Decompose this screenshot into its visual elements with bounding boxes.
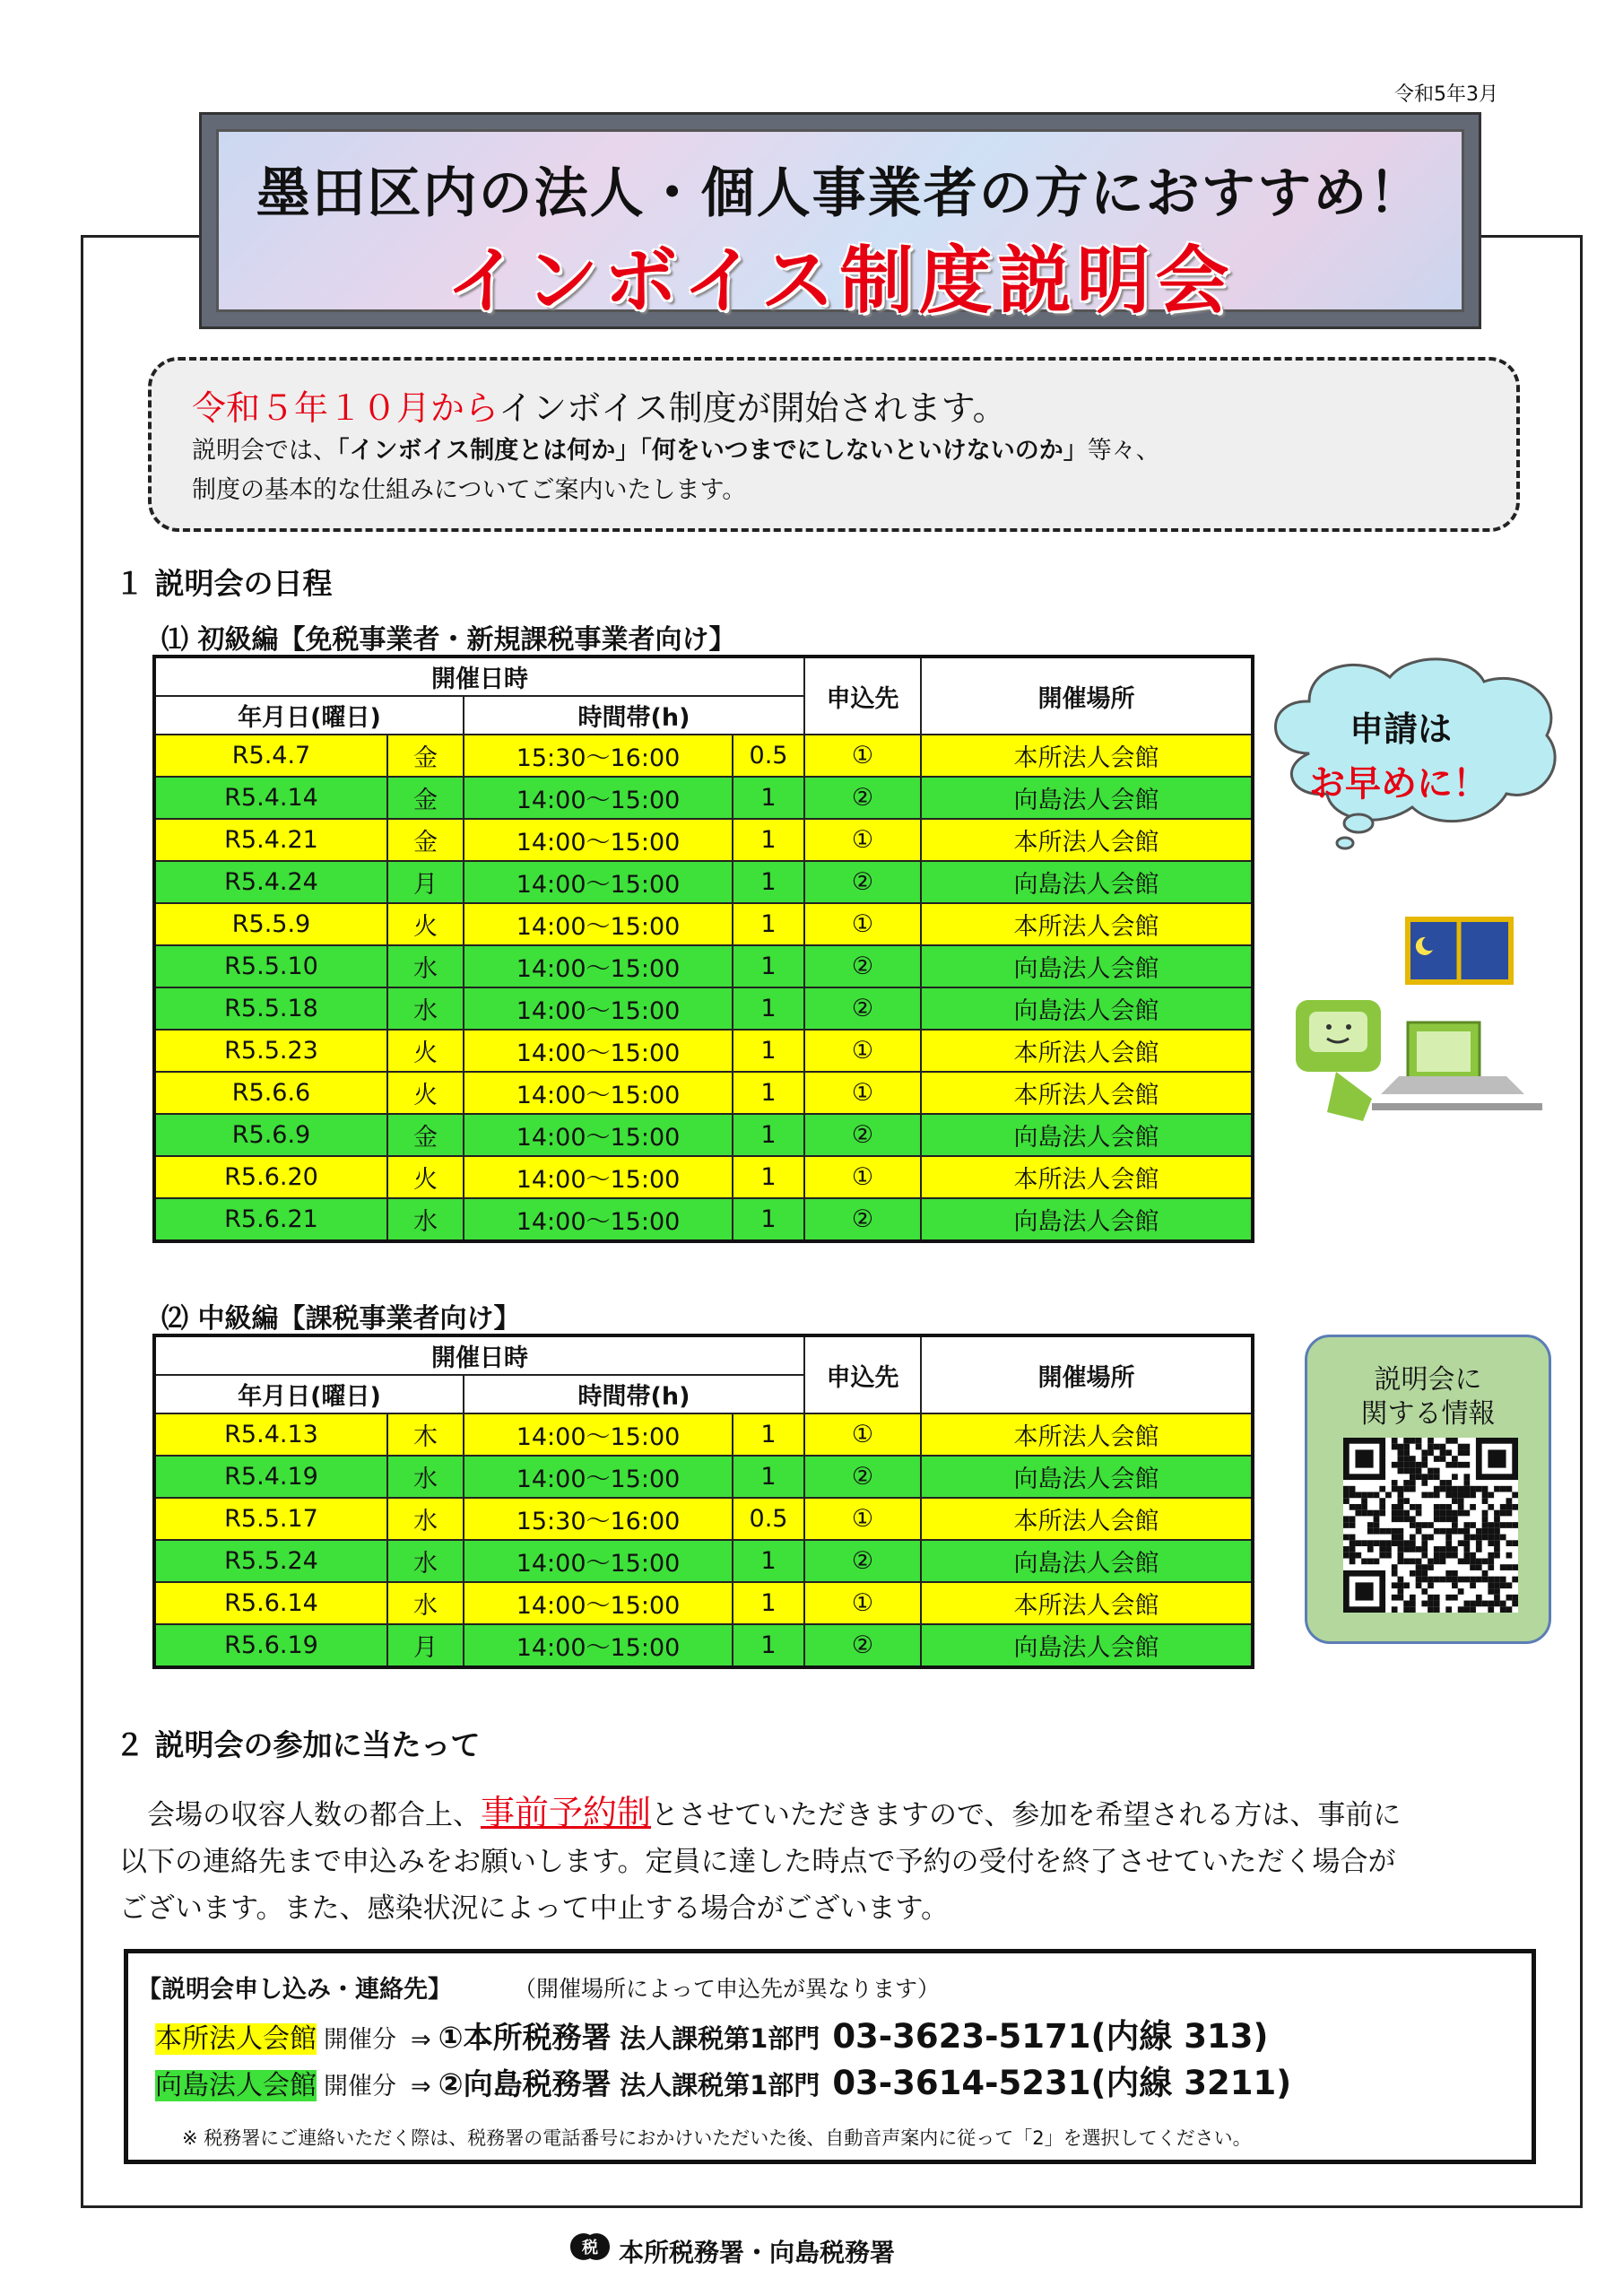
cell-date: R5.6.19 bbox=[154, 1624, 387, 1667]
col-header-time: 時間帯(h) bbox=[464, 696, 804, 735]
cell-dow: 水 bbox=[387, 1582, 464, 1624]
col-header-venue: 開催場所 bbox=[921, 1335, 1253, 1413]
schedule-row bbox=[154, 1413, 1253, 1456]
contact-phone[interactable]: 03-3623-5171(内線 313) bbox=[832, 2017, 1269, 2056]
cell-h: 1 bbox=[733, 903, 804, 945]
cell-apply: ① bbox=[804, 735, 921, 777]
p1-post: とさせていただきますので、参加を希望される方は、事前に bbox=[651, 1799, 1402, 1831]
cell-apply: ① bbox=[804, 1156, 921, 1198]
cell-apply: ① bbox=[804, 1072, 921, 1114]
tax-logo-glyph: 税 bbox=[582, 2239, 598, 2257]
cell-venue: 向島法人会館 bbox=[921, 945, 1253, 987]
col-header-time: 時間帯(h) bbox=[464, 1375, 804, 1413]
beginner-heading: ⑴ 初級編【免税事業者・新規課税事業者向け】 bbox=[161, 624, 736, 656]
cell-time: 14:00～15:00 bbox=[464, 1456, 733, 1498]
cell-time: 14:00～15:00 bbox=[464, 1582, 733, 1624]
qr-card-line2: 関する情報 bbox=[1360, 1398, 1496, 1430]
bubble-line1: 申請は bbox=[1350, 709, 1453, 749]
cell-time: 14:00～15:00 bbox=[464, 1198, 733, 1241]
cell-date: R5.6.21 bbox=[154, 1198, 387, 1241]
intermediate-heading: ⑵ 中級編【課税事業者向け】 bbox=[161, 1303, 521, 1335]
cell-date: R5.5.18 bbox=[154, 987, 387, 1030]
cell-time: 14:00～15:00 bbox=[464, 819, 733, 861]
contact-office: ①本所税務署 bbox=[438, 2020, 612, 2055]
qr-code[interactable] bbox=[1343, 1438, 1518, 1613]
cell-venue: 向島法人会館 bbox=[921, 1456, 1253, 1498]
cell-apply: ② bbox=[804, 1540, 921, 1582]
cell-apply: ② bbox=[804, 987, 921, 1030]
schedule-row bbox=[154, 861, 1253, 903]
contact-phone[interactable]: 03-3614-5231(内線 3211) bbox=[832, 2064, 1292, 2102]
notice-line1 bbox=[192, 380, 1007, 430]
section2-heading: ２ 説明会の参加に当たって bbox=[115, 1727, 481, 1762]
cell-dow: 金 bbox=[387, 1114, 464, 1156]
cell-h: 1 bbox=[733, 777, 804, 819]
banner-subtitle: 墨田区内の法人・個人事業者の方におすすめ！ bbox=[256, 162, 1425, 225]
schedule-row bbox=[154, 819, 1253, 861]
cell-h: 0.5 bbox=[733, 1498, 804, 1540]
cell-venue: 向島法人会館 bbox=[921, 987, 1253, 1030]
cell-time: 14:00～15:00 bbox=[464, 1114, 733, 1156]
contact-venue: 向島法人会館 bbox=[155, 2070, 317, 2101]
col-header-apply: 申込先 bbox=[804, 1335, 921, 1413]
cell-apply: ② bbox=[804, 1198, 921, 1241]
contact-dept: 法人課税第1部門 bbox=[620, 2023, 820, 2054]
cell-dow: 金 bbox=[387, 777, 464, 819]
contact-suffix: 開催分 bbox=[324, 2073, 396, 2100]
cell-date: R5.5.10 bbox=[154, 945, 387, 987]
arrow-icon: ⇒ bbox=[411, 2026, 431, 2054]
col-header-date: 年月日(曜日) bbox=[154, 696, 464, 735]
cell-time: 14:00～15:00 bbox=[464, 903, 733, 945]
cell-dow: 火 bbox=[387, 903, 464, 945]
cell-time: 15:30～16:00 bbox=[464, 735, 733, 777]
cell-date: R5.4.19 bbox=[154, 1456, 387, 1498]
schedule-row bbox=[154, 1030, 1253, 1072]
cell-apply: ② bbox=[804, 861, 921, 903]
issue-date: 令和5年3月 bbox=[1394, 83, 1498, 106]
notice-line1-text: インボイス制度が開始されます。 bbox=[499, 388, 1007, 428]
cell-venue: 本所法人会館 bbox=[921, 735, 1253, 777]
cell-dow: 火 bbox=[387, 1072, 464, 1114]
cell-apply: ① bbox=[804, 1582, 921, 1624]
notice-line2 bbox=[192, 430, 1160, 465]
cell-date: R5.5.23 bbox=[154, 1030, 387, 1072]
contact-box bbox=[124, 1949, 1536, 2164]
notice-line2-pre: 説明会では、 bbox=[192, 437, 337, 465]
cell-venue: 向島法人会館 bbox=[921, 777, 1253, 819]
cell-time: 14:00～15:00 bbox=[464, 987, 733, 1030]
computer-character-illustration bbox=[1282, 915, 1542, 1135]
schedule-row bbox=[154, 1498, 1253, 1540]
cell-time: 15:30～16:00 bbox=[464, 1498, 733, 1540]
schedule-row bbox=[154, 1582, 1253, 1624]
section1-heading: １ 説明会の日程 bbox=[115, 566, 333, 601]
contact-heading: 【説明会申し込み・連絡先】 bbox=[137, 1976, 452, 2004]
cell-h: 1 bbox=[733, 1582, 804, 1624]
cell-venue: 向島法人会館 bbox=[921, 1114, 1253, 1156]
footer-offices: 本所税務署・向島税務署 bbox=[619, 2238, 896, 2267]
cell-time: 14:00～15:00 bbox=[464, 1624, 733, 1667]
cell-venue: 本所法人会館 bbox=[921, 819, 1253, 861]
contact-suffix: 開催分 bbox=[324, 2026, 396, 2054]
cell-venue: 向島法人会館 bbox=[921, 1198, 1253, 1241]
qr-card-line1: 説明会に bbox=[1374, 1364, 1482, 1396]
participation-paragraph bbox=[119, 1789, 1518, 1932]
p1-pre: 会場の収容人数の都合上、 bbox=[147, 1799, 481, 1831]
schedule-row bbox=[154, 1198, 1253, 1241]
cell-h: 1 bbox=[733, 1456, 804, 1498]
notice-line2-post: 等々、 bbox=[1087, 437, 1160, 465]
cell-time: 14:00～15:00 bbox=[464, 1030, 733, 1072]
schedule-row bbox=[154, 1156, 1253, 1198]
cell-venue: 本所法人会館 bbox=[921, 1072, 1253, 1114]
cell-time: 14:00～15:00 bbox=[464, 777, 733, 819]
schedule-row bbox=[154, 1072, 1253, 1114]
cell-h: 1 bbox=[733, 1030, 804, 1072]
cell-date: R5.4.7 bbox=[154, 735, 387, 777]
cell-venue: 本所法人会館 bbox=[921, 1156, 1253, 1198]
contact-heading-note: （開催場所によって申込先が異なります） bbox=[514, 1976, 941, 2002]
cell-dow: 水 bbox=[387, 987, 464, 1030]
cell-apply: ① bbox=[804, 1413, 921, 1456]
beginner-schedule-table bbox=[152, 655, 1254, 1243]
cell-dow: 水 bbox=[387, 1198, 464, 1241]
cell-date: R5.4.14 bbox=[154, 777, 387, 819]
cell-h: 1 bbox=[733, 987, 804, 1030]
cell-time: 14:00～15:00 bbox=[464, 861, 733, 903]
col-header-datetime: 開催日時 bbox=[154, 657, 804, 696]
cell-time: 14:00～15:00 bbox=[464, 945, 733, 987]
col-header-datetime: 開催日時 bbox=[154, 1335, 804, 1375]
cell-apply: ② bbox=[804, 1624, 921, 1667]
col-header-venue: 開催場所 bbox=[921, 657, 1253, 735]
cell-venue: 本所法人会館 bbox=[921, 1498, 1253, 1540]
contact-note: ※ 税務署にご連絡いただく際は、税務署の電話番号におかけいただいた後、自動音声案内に従って「2」を選択してください。 bbox=[182, 2127, 1252, 2149]
cell-date: R5.4.21 bbox=[154, 819, 387, 861]
paragraph-line2: 以下の連絡先まで申込みをお願いします。定員に達した時点で予約の受付を終了させていただく場合が bbox=[119, 1846, 1396, 1878]
schedule-row bbox=[154, 777, 1253, 819]
cell-time: 14:00～15:00 bbox=[464, 1072, 733, 1114]
cell-dow: 火 bbox=[387, 1030, 464, 1072]
cell-venue: 本所法人会館 bbox=[921, 903, 1253, 945]
notice-line3: 制度の基本的な仕組みについてご案内いたします。 bbox=[192, 476, 747, 504]
contact-dept: 法人課税第1部門 bbox=[620, 2070, 820, 2100]
notice-box bbox=[148, 357, 1520, 532]
cell-venue: 本所法人会館 bbox=[921, 1413, 1253, 1456]
cell-dow: 月 bbox=[387, 861, 464, 903]
schedule-row bbox=[154, 1114, 1253, 1156]
cell-venue: 本所法人会館 bbox=[921, 1582, 1253, 1624]
cell-h: 0.5 bbox=[733, 735, 804, 777]
cell-dow: 木 bbox=[387, 1413, 464, 1456]
cell-time: 14:00～15:00 bbox=[464, 1413, 733, 1456]
cell-date: R5.5.24 bbox=[154, 1540, 387, 1582]
cell-h: 1 bbox=[733, 1156, 804, 1198]
contact-row-mukojima bbox=[155, 2056, 1291, 2104]
info-qr-card[interactable] bbox=[1305, 1335, 1551, 1644]
cell-date: R5.6.6 bbox=[154, 1072, 387, 1114]
cell-date: R5.6.14 bbox=[154, 1582, 387, 1624]
cell-venue: 向島法人会館 bbox=[921, 861, 1253, 903]
contact-office: ②向島税務署 bbox=[438, 2066, 612, 2101]
contact-venue: 本所法人会館 bbox=[155, 2023, 317, 2055]
arrow-icon: ⇒ bbox=[411, 2073, 431, 2100]
cell-dow: 金 bbox=[387, 819, 464, 861]
tax-office-logo-icon bbox=[565, 2228, 615, 2266]
notice-start-date: 令和５年１０月から bbox=[192, 388, 499, 428]
schedule-row bbox=[154, 987, 1253, 1030]
paragraph-line1 bbox=[119, 1789, 1518, 1839]
cell-dow: 水 bbox=[387, 1540, 464, 1582]
cell-apply: ② bbox=[804, 1456, 921, 1498]
cell-venue: 向島法人会館 bbox=[921, 1624, 1253, 1667]
banner-title: インボイス制度説明会 bbox=[446, 239, 1235, 324]
cell-dow: 水 bbox=[387, 1498, 464, 1540]
intermediate-schedule-table bbox=[152, 1334, 1254, 1669]
notice-line2-bold: 「インボイス制度とは何か」「何をいつまでにしないといけないのか」 bbox=[337, 437, 1088, 465]
bubble-line2: お早めに！ bbox=[1309, 763, 1488, 804]
cell-h: 1 bbox=[733, 945, 804, 987]
cell-date: R5.4.13 bbox=[154, 1413, 387, 1456]
cell-date: R5.5.9 bbox=[154, 903, 387, 945]
cell-apply: ① bbox=[804, 819, 921, 861]
col-header-apply: 申込先 bbox=[804, 657, 921, 735]
cell-apply: ① bbox=[804, 1030, 921, 1072]
schedule-row bbox=[154, 1456, 1253, 1498]
cell-h: 1 bbox=[733, 1624, 804, 1667]
cell-date: R5.4.24 bbox=[154, 861, 387, 903]
cell-time: 14:00～15:00 bbox=[464, 1540, 733, 1582]
paragraph-line3: ございます。また、感染状況によって中止する場合がございます。 bbox=[119, 1892, 950, 1925]
p1-reservation-required: 事前予約制 bbox=[481, 1793, 652, 1832]
cell-date: R5.6.9 bbox=[154, 1114, 387, 1156]
cell-h: 1 bbox=[733, 819, 804, 861]
cell-dow: 水 bbox=[387, 945, 464, 987]
cell-apply: ② bbox=[804, 945, 921, 987]
cell-h: 1 bbox=[733, 1540, 804, 1582]
cell-h: 1 bbox=[733, 861, 804, 903]
cell-apply: ② bbox=[804, 1114, 921, 1156]
schedule-row bbox=[154, 945, 1253, 987]
cell-venue: 本所法人会館 bbox=[921, 1030, 1253, 1072]
contact-row-honjo bbox=[155, 2009, 1268, 2057]
cell-apply: ① bbox=[804, 903, 921, 945]
schedule-row bbox=[154, 1624, 1253, 1667]
schedule-row bbox=[154, 1540, 1253, 1582]
cell-apply: ② bbox=[804, 777, 921, 819]
cell-date: R5.5.17 bbox=[154, 1498, 387, 1540]
title-banner bbox=[199, 112, 1481, 329]
cell-dow: 水 bbox=[387, 1456, 464, 1498]
cell-venue: 向島法人会館 bbox=[921, 1540, 1253, 1582]
cell-h: 1 bbox=[733, 1198, 804, 1241]
cell-dow: 金 bbox=[387, 735, 464, 777]
cell-h: 1 bbox=[733, 1114, 804, 1156]
cell-time: 14:00～15:00 bbox=[464, 1156, 733, 1198]
cell-dow: 火 bbox=[387, 1156, 464, 1198]
cell-h: 1 bbox=[733, 1413, 804, 1456]
col-header-date: 年月日(曜日) bbox=[154, 1375, 464, 1413]
schedule-row bbox=[154, 903, 1253, 945]
cell-h: 1 bbox=[733, 1072, 804, 1114]
cell-apply: ① bbox=[804, 1498, 921, 1540]
cell-dow: 月 bbox=[387, 1624, 464, 1667]
cell-date: R5.6.20 bbox=[154, 1156, 387, 1198]
schedule-row bbox=[154, 735, 1253, 777]
